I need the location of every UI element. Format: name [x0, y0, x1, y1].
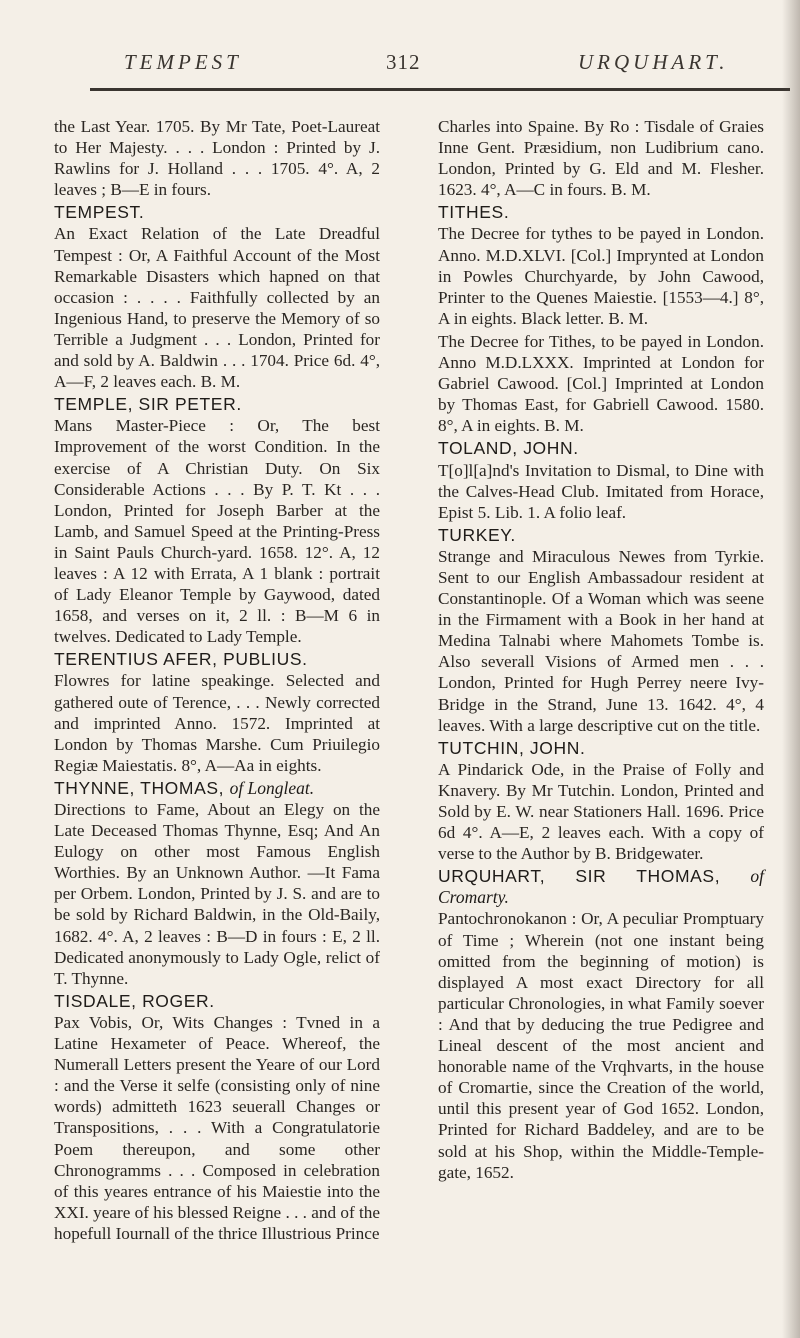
- entry-description: The Decree for tythes to be payed in London. Anno. M.D.XLVI. [Col.] Imprynted at London in Powles Churchyarde, by John Cawood, Printer to the Quenes Maiestie. [1553—4.] 8°, A in eights. Black letter. B. M.: [438, 224, 764, 328]
- entry-author-name: TEMPEST.: [54, 202, 145, 223]
- entry-author-name: THYNNE, THOMAS,: [54, 777, 225, 798]
- page-number: 312: [386, 50, 421, 74]
- entry-heading: [54, 991, 380, 1012]
- entry-description: An Exact Relation of the Late Dreadful Tempest : Or, A Faithful Account of the Most Remarkable Disasters which hapned on that occasion : . . . . Faithfully collected by an Ingenious Hand, to preserve the Memory of so Terrible a Judgment . . . London, Printed for and sold by A. Baldwin . . . 1704. Price 6d. 4°, A—F, 2 leaves each. B. M.: [54, 224, 380, 392]
- right-column: [438, 116, 764, 1185]
- entry-description: Directions to Fame, About an Elegy on the Late Deceased Thomas Thynne, Esq; And An Eulogy on other most Famous English Worthies. By an Unknown Author. —It Fama per Orbem. London, Printed by J. S. and are to be sold by Richard Baldwin, in the Old-Baily, 1682. 4°. A, 2 leaves : B—D in fours : E, 2 ll. Dedicated anonymously to Lady Ogle, relict of T. Thynne.: [54, 800, 380, 988]
- bibliography-entry: [438, 116, 764, 200]
- header-right-title: URQUHART.: [578, 50, 729, 74]
- header-rule: [90, 88, 790, 91]
- entry-description: the Last Year. 1705. By Mr Tate, Poet-Laureat to Her Majesty. . . . London : Printed by J. Rawlins for J. Holland . . . 1705. 4°. A, 2 leaves ; B—E in fours.: [54, 117, 380, 200]
- entry-description: T[o]l[a]nd's Invitation to Dismal, to Dine with the Calves-Head Club. Imitated from Horace, Epist 5. Lib. 1. A folio leaf.: [438, 460, 764, 522]
- bibliography-entry: [54, 778, 380, 989]
- entry-author-name: TISDALE, ROGER.: [54, 990, 215, 1011]
- entry-description: A Pindarick Ode, in the Praise of Folly and Knavery. By Mr Tutchin. London, Printed and Sold by E. W. near Stationers Hall. 1696. Price 6d 4°. A—E, 2 leaves each. With a copy of verse to the Author by B. Bridgewater.: [438, 759, 764, 864]
- bibliography-entry: [54, 649, 380, 776]
- entry-author-name: TEMPLE, SIR PETER.: [54, 394, 242, 415]
- bibliography-entry: [438, 525, 764, 736]
- entry-description: The Decree for Tithes, to be payed in London. Anno M.D.LXXX. Imprinted at London for Gabriel Cawood. [Col.] Imprinted at London by Thomas East, for Gabriell Cawood. 1580. 8°, A in eights. B. M.: [438, 331, 764, 436]
- entry-description: Pantochronokanon : Or, A peculiar Promptuary of Time ; Wherein (not one instant being omitted from the beginning of motion) is displayed A most exact Directory for all particular Chronologies, in what Family soever : And that by deducing the true Pedigree and Lineal descent of the most ancient and honorable name of the Vrqhvarts, in the house of Cromartie, since the Creation of the world, until this present year of God 1652. London, Printed for Richard Baddeley, and are to be sold at his Shop, within the Middle-Temple-gate, 1652.: [438, 909, 764, 1182]
- bibliography-entry: [54, 116, 380, 200]
- entry-heading: [438, 202, 764, 223]
- entry-heading: [438, 438, 764, 459]
- bibliography-entry: [438, 738, 764, 865]
- bibliography-entry: [438, 331, 764, 436]
- entry-author-subtitle: of Longleat.: [229, 777, 315, 798]
- bibliography-entry: [54, 202, 380, 392]
- bibliography-entry: [438, 866, 764, 1182]
- running-header: [0, 50, 800, 90]
- bibliography-entry: [438, 202, 764, 329]
- entry-heading: [438, 738, 764, 759]
- entry-description: Charles into Spaine. By Ro : Tisdale of Graies Inne Gent. Præsidium, non Ludibrium cano. London, Printed by G. Eld and M. Flesher. 1623. 4°, A—C in fours. B. M.: [438, 117, 764, 200]
- page-edge-shadow: [782, 0, 800, 1338]
- header-left-title: TEMPEST: [124, 50, 242, 74]
- entry-author-name: URQUHART, SIR THOMAS,: [438, 866, 721, 887]
- bibliography-entry: [54, 394, 380, 647]
- entry-description: Flowres for latine speakinge. Selected and gathered oute of Terence, . . . Newly corrected and imprinted Anno. 1572. Imprinted at London by Thomas Marshe. Cum Priuilegio Regiæ Maiestatis. 8°, A—Aa in eights.: [54, 671, 380, 775]
- entry-description: Strange and Miraculous Newes from Tyrkie. Sent to our English Ambassadour resident at Constantinople. Of a Woman which was seene in the Firmament with a Book in her hand at Medina Talnabi where Mahomets Tombe is. Also severall Visions of Armed men . . . London, Printed for Hugh Perrey neere Ivy-Bridge in the Strand, June 13. 1642. 4°, 4 leaves. With a large descriptive cut on the title.: [438, 546, 764, 735]
- entry-author-name: TUTCHIN, JOHN.: [438, 737, 586, 758]
- left-column: [54, 116, 380, 1246]
- entry-heading: [54, 394, 380, 415]
- entry-heading: [54, 778, 380, 799]
- bibliography-entry: [438, 438, 764, 522]
- entry-description: Pax Vobis, Or, Wits Changes : Tvned in a Latine Hexameter of Peace. Whereof, the Numerall Letters present the Yeare of our Lord : and the Verse it selfe (consisting only of nine words) admitteth 1623 seuerall Changes or Transpositions, . . . With a Congratulatorie Poem thereupon, and some other Chronogramms . . . Composed in celebration of this yeares entrance of his Maiestie into the XXI. yeare of his blessed Reigne . . . and of the hopefull Iournall of the thrice Illustrious Prince: [54, 1012, 380, 1243]
- entry-author-name: TERENTIUS AFER, PUBLIUS.: [54, 649, 308, 670]
- entry-heading: [54, 649, 380, 670]
- bibliography-entry: [54, 991, 380, 1244]
- entry-description: Mans Master-Piece : Or, The best Improvement of the worst Condition. In the exercise of A Christian Duty. On Six Considerable Actions . . . By P. T. Kt . . . London, Printed for Joseph Barber at the Lamb, and Samuel Speed at the Printing-Press in Saint Pauls Church-yard. 1658. 12°. A, 12 leaves : A 12 with Errata, A 1 blank : portrait of Lady Eleanor Temple by Gaywood, dated 1658, and verses on it, 2 ll. : B—M 6 in twelves. Dedicated to Lady Temple.: [54, 416, 380, 647]
- entry-heading: [54, 202, 380, 223]
- entry-heading: [438, 866, 764, 908]
- entry-heading: [438, 525, 764, 546]
- entry-author-name: TURKEY.: [438, 524, 516, 545]
- entry-author-name: TITHES.: [438, 202, 510, 223]
- entry-author-name: TOLAND, JOHN.: [438, 438, 579, 459]
- entry-author-subtitle: of Cromarty.: [438, 866, 764, 908]
